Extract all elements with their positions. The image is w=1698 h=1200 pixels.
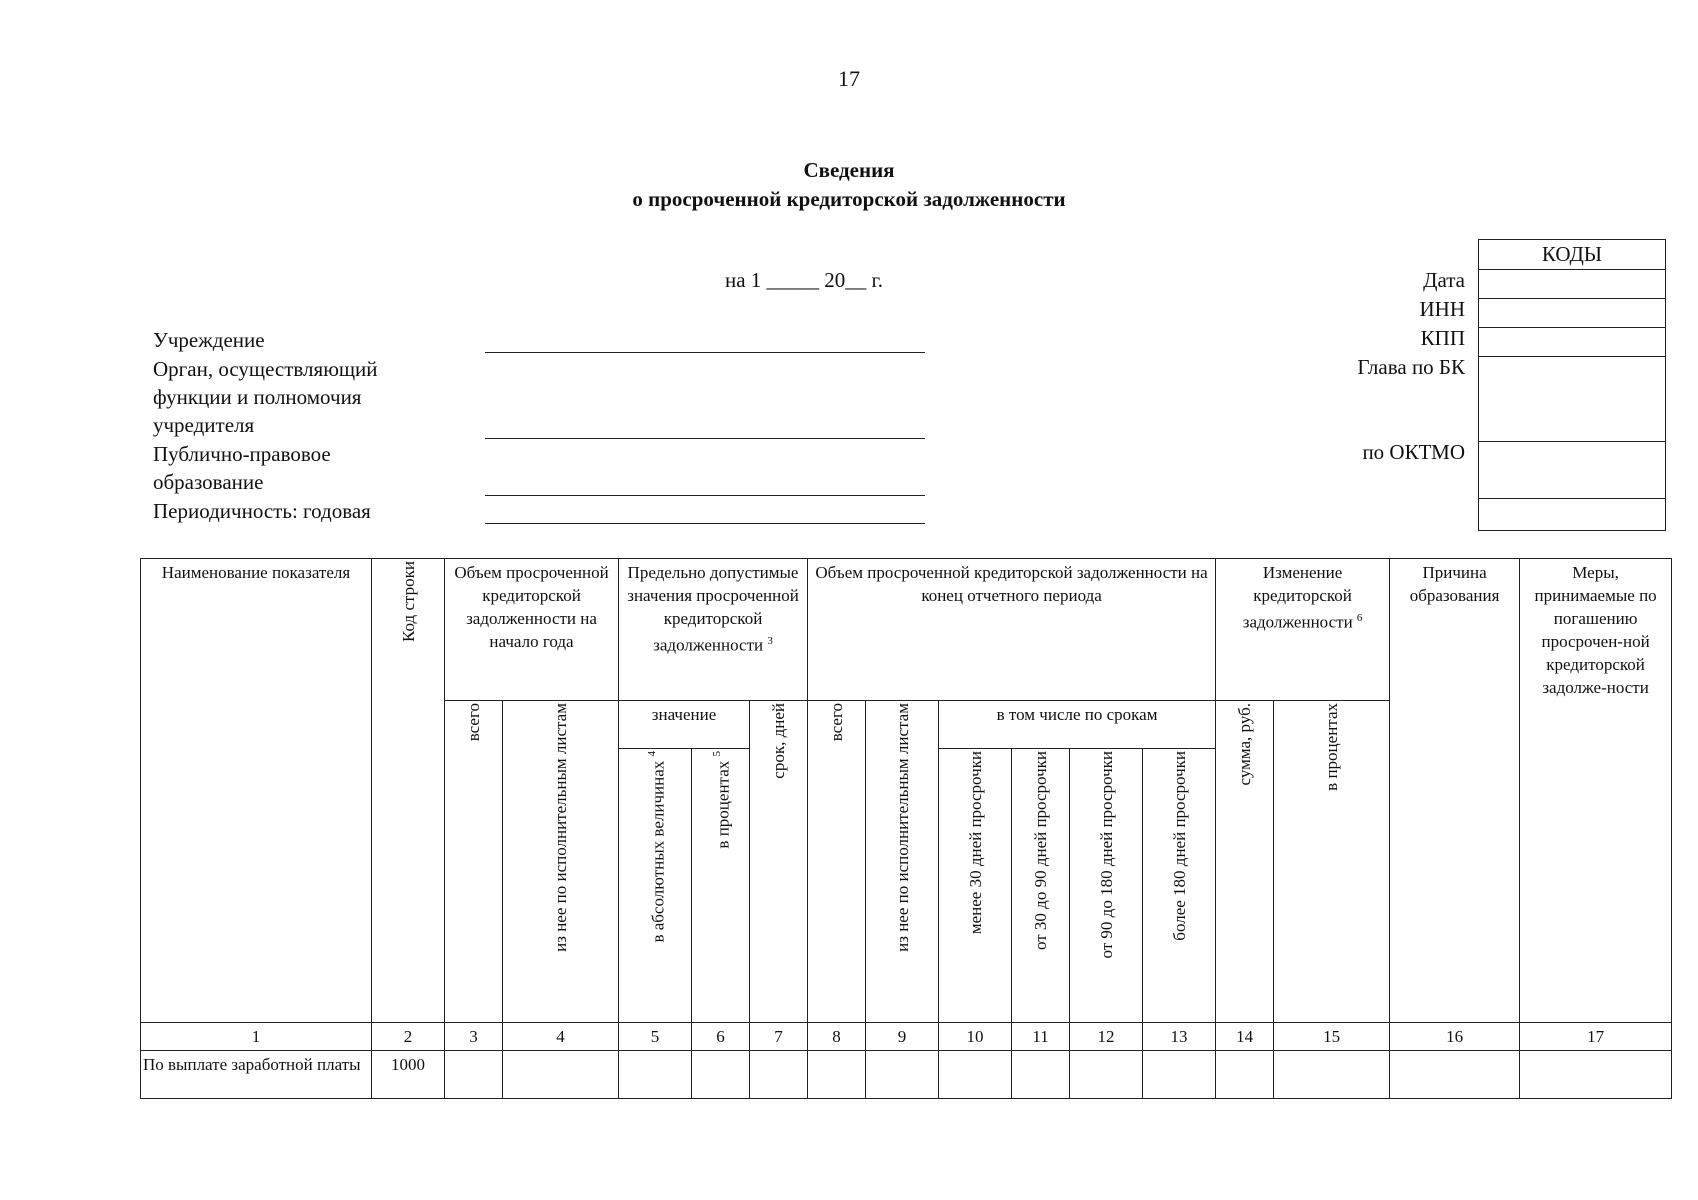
column-numbers-row bbox=[141, 1023, 1672, 1051]
col-number: 10 bbox=[939, 1023, 1012, 1051]
header-begin-total: всего bbox=[445, 701, 503, 1023]
header-change-sum: сумма, руб. bbox=[1216, 701, 1274, 1023]
codes-kpp-cell[interactable] bbox=[1479, 327, 1665, 328]
table-cell[interactable] bbox=[808, 1051, 866, 1099]
header-term-days: срок, дней bbox=[750, 701, 808, 1023]
codes-glava-label: Глава по БК bbox=[1357, 355, 1465, 379]
table-cell[interactable] bbox=[692, 1051, 750, 1099]
title-line-2: о просроченной кредиторской задолженности bbox=[632, 187, 1066, 211]
col-number: 3 bbox=[445, 1023, 503, 1051]
col-number: 16 bbox=[1390, 1023, 1520, 1051]
header-absolute: в абсолютных величинах $^4$ bbox=[619, 749, 692, 1023]
codes-date-cell[interactable] bbox=[1479, 269, 1665, 270]
periodicity-field[interactable] bbox=[485, 523, 925, 524]
table-cell[interactable] bbox=[619, 1051, 692, 1099]
header-row-code: Код строки bbox=[372, 559, 445, 1023]
col-number: 2 bbox=[372, 1023, 445, 1051]
codes-inn-cell[interactable] bbox=[1479, 298, 1665, 299]
header-measures: Меры, принимаемые по погашению просрочен-ной кредиторской задолже-ности bbox=[1520, 559, 1672, 1023]
codes-inn-label: ИНН bbox=[1419, 297, 1465, 321]
founder-label-line-1: Орган, осуществляющий bbox=[153, 357, 378, 381]
public-entity-label-line-1: Публично-правовое bbox=[153, 442, 331, 466]
header-more-180: более 180 дней просрочки bbox=[1143, 749, 1216, 1023]
table-cell[interactable] bbox=[1216, 1051, 1274, 1099]
table-cell[interactable] bbox=[1520, 1051, 1672, 1099]
codes-glava-cell[interactable] bbox=[1479, 356, 1665, 357]
table-cell[interactable] bbox=[1143, 1051, 1216, 1099]
header-indicator-name: Наименование показателя bbox=[141, 559, 372, 1023]
col-number: 11 bbox=[1012, 1023, 1070, 1051]
founder-label-line-2: функции и полномочия bbox=[153, 385, 362, 409]
col-number: 8 bbox=[808, 1023, 866, 1051]
header-begin-writs: из нее по исполнительным листам bbox=[503, 701, 619, 1023]
table-cell[interactable] bbox=[866, 1051, 939, 1099]
col-number: 7 bbox=[750, 1023, 808, 1051]
institution-label: Учреждение bbox=[153, 328, 265, 352]
overdue-debt-table bbox=[140, 558, 1672, 1099]
public-entity-field[interactable] bbox=[485, 495, 925, 496]
col-number: 1 bbox=[141, 1023, 372, 1051]
header-begin-volume: Объем просроченной кредиторской задолженности на начало года bbox=[445, 559, 619, 701]
codes-header: КОДЫ bbox=[1541, 242, 1603, 266]
table-cell[interactable] bbox=[1390, 1051, 1520, 1099]
table-cell[interactable] bbox=[1070, 1051, 1143, 1099]
codes-oktmo-label: по ОКТМО bbox=[1362, 440, 1465, 464]
table-cell[interactable] bbox=[939, 1051, 1012, 1099]
table-cell[interactable] bbox=[1012, 1051, 1070, 1099]
codes-box bbox=[1478, 239, 1666, 531]
table-cell[interactable] bbox=[750, 1051, 808, 1099]
header-less-30: менее 30 дней просрочки bbox=[939, 749, 1012, 1023]
institution-field[interactable] bbox=[485, 352, 925, 353]
header-end-writs: из нее по исполнительным листам bbox=[866, 701, 939, 1023]
codes-date-label: Дата bbox=[1423, 268, 1465, 292]
header-change: Изменение кредиторской задолженности $^6$ bbox=[1216, 559, 1390, 701]
founder-label-line-3: учредителя bbox=[153, 413, 255, 437]
header-percent: в процентах $^5$ bbox=[692, 749, 750, 1023]
col-number: 17 bbox=[1520, 1023, 1672, 1051]
col-number: 13 bbox=[1143, 1023, 1216, 1051]
header-30-90: от 30 до 90 дней просрочки bbox=[1012, 749, 1070, 1023]
col-number: 15 bbox=[1274, 1023, 1390, 1051]
col-number: 5 bbox=[619, 1023, 692, 1051]
header-90-180: от 90 до 180 дней просрочки bbox=[1070, 749, 1143, 1023]
col-number: 6 bbox=[692, 1023, 750, 1051]
report-date-line: на 1 _____ 20__ г. bbox=[725, 268, 884, 292]
periodicity-label: Периодичность: годовая bbox=[153, 499, 371, 523]
table-cell[interactable] bbox=[503, 1051, 619, 1099]
row-salary-name: По выплате заработной платы bbox=[141, 1051, 372, 1099]
table-row bbox=[141, 1051, 1672, 1099]
header-reason: Причина образования bbox=[1390, 559, 1520, 1023]
header-by-terms: в том числе по срокам bbox=[939, 701, 1216, 749]
header-end-total: всего bbox=[808, 701, 866, 1023]
row-salary-code: 1000 bbox=[372, 1051, 445, 1099]
col-number: 14 bbox=[1216, 1023, 1274, 1051]
codes-periodicity-cell[interactable] bbox=[1479, 498, 1665, 499]
header-value: значение bbox=[619, 701, 750, 749]
col-number: 12 bbox=[1070, 1023, 1143, 1051]
table-cell[interactable] bbox=[445, 1051, 503, 1099]
table-cell[interactable] bbox=[1274, 1051, 1390, 1099]
title-line-1: Сведения bbox=[803, 158, 895, 182]
founder-field[interactable] bbox=[485, 438, 925, 439]
document-title bbox=[0, 156, 1698, 214]
codes-kpp-label: КПП bbox=[1420, 326, 1465, 350]
public-entity-label-line-2: образование bbox=[153, 470, 264, 494]
col-number: 4 bbox=[503, 1023, 619, 1051]
page-number: 17 bbox=[838, 66, 860, 91]
col-number: 9 bbox=[866, 1023, 939, 1051]
codes-oktmo-cell[interactable] bbox=[1479, 441, 1665, 442]
header-end-volume: Объем просроченной кредиторской задолженности на конец отчетного периода bbox=[808, 559, 1216, 701]
header-limit-values: Предельно допустимые значения просроченной кредиторской задолженности $^3$ bbox=[619, 559, 808, 701]
header-change-percent: в процентах bbox=[1274, 701, 1390, 1023]
